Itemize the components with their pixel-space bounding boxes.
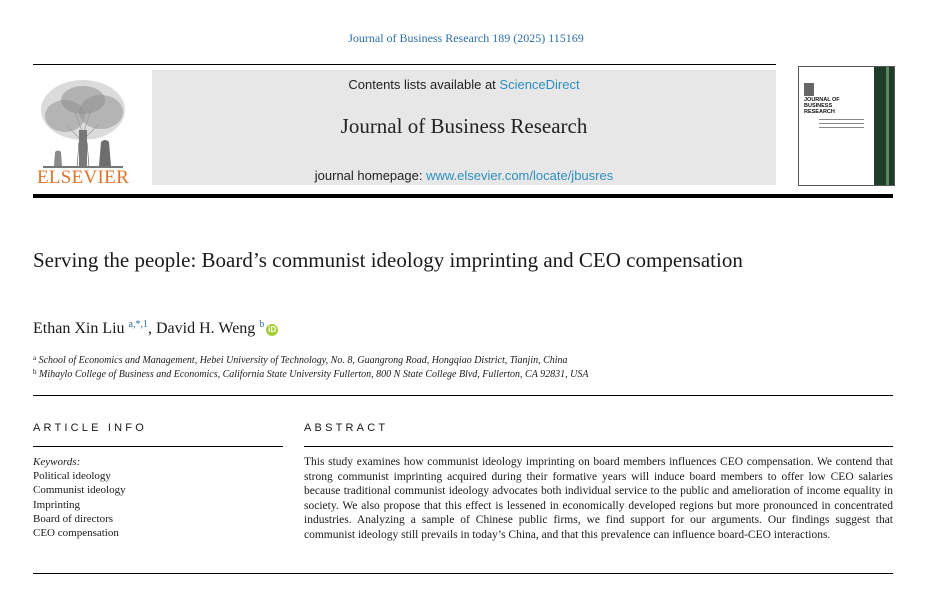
journal-cover-thumbnail[interactable] <box>798 66 895 186</box>
affiliation-text: Mihaylo College of Business and Economics, California State University Fullerton, 800 N State College Blvd, Fullerton, CA 92831, USA <box>39 369 589 380</box>
cover-line <box>819 123 864 124</box>
cover-line <box>819 127 864 128</box>
homepage-line: journal homepage: www.elsevier.com/locate/jbusres <box>314 168 614 183</box>
journal-banner <box>152 70 776 185</box>
affiliation-mark: b <box>33 368 37 376</box>
keywords-list <box>33 455 126 540</box>
elsevier-wordmark[interactable]: ELSEVIER <box>36 167 130 188</box>
affiliation-text: School of Economics and Management, Hebei University of Technology, No. 8, Guangrong Road, Hongqiao District, Tianjin, China <box>38 355 568 366</box>
affiliation-mark: a <box>33 354 37 362</box>
cover-stripe-accent <box>886 67 889 185</box>
sciencedirect-link[interactable]: ScienceDirect <box>499 77 580 92</box>
keyword-item: Board of directors <box>33 512 114 525</box>
article-info-heading: ARTICLE INFO <box>33 422 147 434</box>
abstract-heading: ABSTRACT <box>304 422 389 434</box>
affiliation-b <box>33 368 588 380</box>
abstract-end-rule <box>33 573 893 574</box>
author-separator: , <box>148 320 156 337</box>
author-name[interactable]: David H. Weng <box>156 320 256 337</box>
journal-citation <box>0 31 932 46</box>
keyword-item: Imprinting <box>33 498 81 511</box>
affiliation-a <box>33 354 568 366</box>
cover-emblem <box>804 83 814 96</box>
author-list <box>33 319 278 338</box>
abstract-text: This study examines how communist ideology imprinting on board members influences CEO compensation. We contend that strong communist imprinting acquired during their formative years will induce board members to offer low CEO salaries because traditional communist ideology advocates both individual service to the public and amelioration of income equality in society. We also propose that this effect is lessened in economically developed regions but more pronounced in concentrated industries. Analyzing a sample of Chinese public firms, we find support for our arguments. Our findings suggest that communist ideology still prevails in today’s China, and that this prevalence can influence board-CEO interactions. <box>304 456 893 541</box>
author-affiliation-marks[interactable]: b <box>259 319 265 330</box>
section-divider <box>33 395 893 396</box>
journal-title: Journal of Business Research <box>340 114 588 138</box>
masthead-top-rule <box>33 64 776 65</box>
orcid-icon[interactable]: iD <box>268 325 277 334</box>
keyword-item: Political ideology <box>33 470 111 483</box>
keyword-item: Communist ideology <box>33 484 126 497</box>
cover-title: JOURNAL OF BUSINESS RESEARCH <box>804 97 840 115</box>
cover-line <box>819 119 864 120</box>
article-title: Serving the people: Board’s communist ideology imprinting and CEO compensation <box>33 248 743 272</box>
keyword-item: CEO compensation <box>33 527 119 540</box>
article-info-rule <box>33 446 283 447</box>
author-name[interactable]: Ethan Xin Liu <box>33 320 125 337</box>
contents-line: Contents lists available at ScienceDirect <box>348 77 580 92</box>
journal-homepage-link[interactable]: www.elsevier.com/locate/jbusres <box>426 168 614 183</box>
abstract-rule <box>304 446 893 447</box>
cover-stripe <box>874 67 894 185</box>
keywords-label: Keywords: <box>33 456 81 468</box>
author-affiliation-marks[interactable]: a,*,1 <box>128 319 148 330</box>
citation-link[interactable]: Journal of Business Research 189 (2025) 115169 <box>348 31 584 45</box>
masthead-bottom-rule <box>33 194 893 198</box>
